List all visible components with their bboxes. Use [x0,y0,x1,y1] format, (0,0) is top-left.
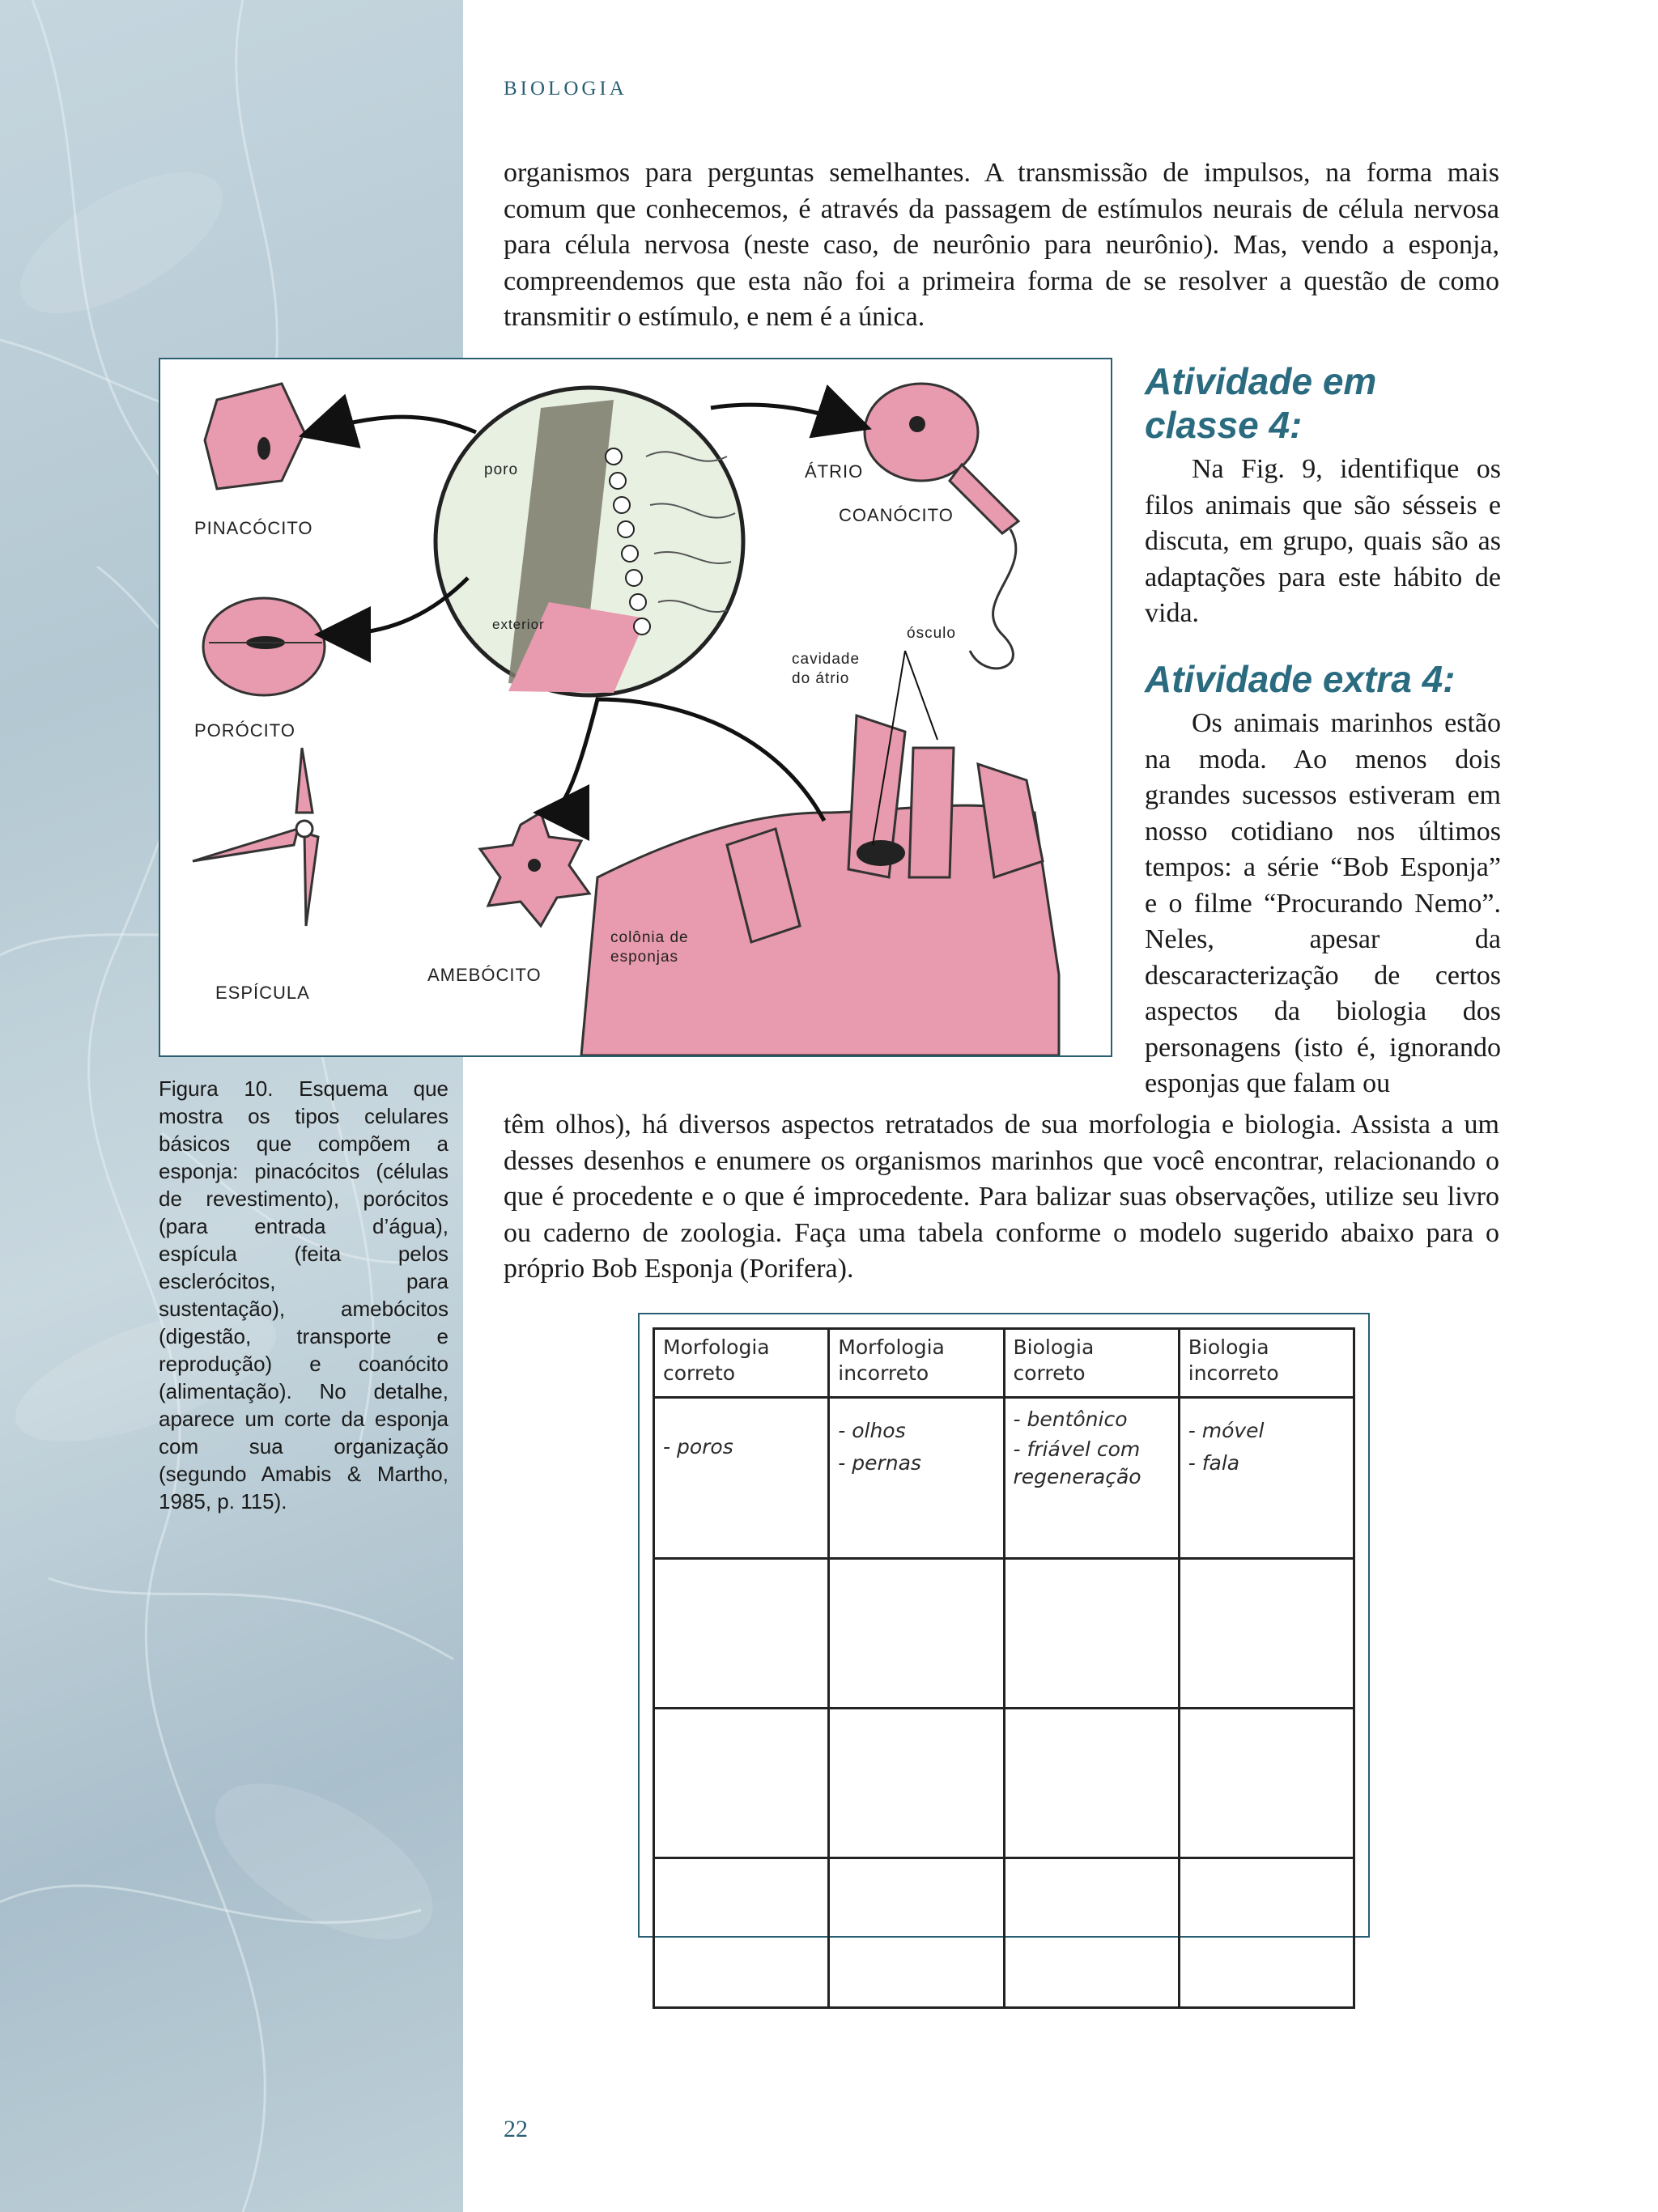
cell-entry: - poros [663,1435,733,1458]
porocito-cell [203,598,325,695]
suggested-table-frame [638,1313,1370,1938]
activity-class-text: Na Fig. 9, identifique os filos animais que são sésseis e discuta, em grupo, quais são as adaptações para este hábito de vida. [1145,454,1501,628]
label-exterior: exterior [492,617,545,632]
table-header: Morfologia incorreto [829,1329,1004,1398]
figure-caption: Figura 10. Esquema que mostra os tipos celulares básicos que compõem a esponja: pinacócitos (células de revestimento), porócitos (para entrada d’água), espícula (feita pelos esclerócitos, para sustentação), amebócitos (digestão, transporte e reprodução) e coanócito (alimentação). No detalhe, aparece um corte da esponja com sua organização (segundo Amabis & Martho, 1985, p. 115). [159,1076,449,1514]
intro-paragraph: organismos para perguntas semelhantes. A transmissão de impulsos, na forma mais comum que conhecemos, é através da passagem de estímulos neurais de célula nervosa para célula nervosa (neste caso, de neurônio para neurônio). Mas, vendo a esponja, compreendemos que esta não foi a primeira forma de se resolver a questão de como transmitir o estímulo, e nem é a única. [504,158,1499,332]
label-colonia: colônia de [610,929,689,946]
table-header: Biologia correto [1004,1329,1179,1398]
table-cell [654,1559,829,1709]
label-osculo: ósculo [907,625,956,642]
label-porocito: PORÓCITO [194,720,295,741]
table-cell [1179,1398,1354,1559]
suggested-table [653,1327,1355,2009]
table-row [654,1398,1354,1559]
table-header: Biologia incorreto [1179,1329,1354,1398]
table-cell [1004,1858,1179,2008]
activity-extra-title: Atividade extra 4: [1145,658,1456,700]
table-cell [654,1709,829,1858]
label-pinacocito: PINACÓCITO [194,518,313,538]
page-number: 22 [504,2116,528,2142]
label-amebocito: AMEBÓCITO [427,965,542,985]
cell-entry: - móvel [1188,1419,1265,1442]
table-cell [1004,1398,1179,1559]
espicula-cell [193,748,318,926]
table-row [654,1559,1354,1709]
table-row [654,1709,1354,1858]
table-cell [1004,1559,1179,1709]
table-cell [654,1858,829,2008]
label-do-atrio: do átrio [792,670,850,687]
table-cell [1179,1709,1354,1858]
cell-entry: - fala [1188,1451,1240,1475]
table-header: Morfologia correto [654,1329,829,1398]
table-cell [1179,1559,1354,1709]
activity-class-title: Atividade em classe 4: [1145,360,1377,446]
label-atrio: ÁTRIO [805,461,864,482]
sponge-wall-detail [436,388,743,695]
label-espicula: ESPÍCULA [215,983,310,1003]
table-cell [829,1858,1004,2008]
label-cavidade: cavidade [792,651,861,668]
sponge-colony [581,715,1059,1055]
label-coanocito: COANÓCITO [839,505,954,525]
table-row [654,1858,1354,2008]
label-esponjas: esponjas [610,949,679,966]
activity-extra-text: Os animais marinhos estão na moda. Ao menos dois grandes sucessos estiveram em nosso cotidiano nos últimos tempos: a série “Bob Esponja” e o filme “Procurando Nemo”. Neles, apesar da descaracterização de certos aspectos da biologia dos personagens (isto é, ignorando esponjas que falam ou [1145,708,1501,1098]
activity-extra-continuation: têm olhos), há diversos aspectos retratados de sua morfologia e biologia. Assista a um desses desenhos e enumere os organismos marinhos que você encontrar, relacionando o que é procedente e o que é improcedente. Para balizar suas observações, utilize seu livro ou caderno de zoologia. Faça uma tabela conforme o modelo sugerido abaixo para o próprio Bob Esponja (Porifera). [504,1110,1499,1284]
cell-entry: - bentônico [1013,1407,1128,1431]
table-cell [829,1559,1004,1709]
table-cell [1179,1858,1354,2008]
label-poro: poro [484,461,519,478]
table-cell [1004,1709,1179,1858]
amebocito-cell [480,813,589,926]
sponge-cell-figure [159,358,1112,1057]
cell-entry: - friável com regeneração [1013,1437,1141,1488]
table-cell [829,1398,1004,1559]
section-header: BIOLOGIA [504,78,627,100]
pinacocito-cell [205,384,304,489]
table-cell [829,1709,1004,1858]
cell-entry: - pernas [838,1451,921,1475]
table-cell [654,1398,829,1559]
cell-entry: - olhos [838,1419,906,1442]
